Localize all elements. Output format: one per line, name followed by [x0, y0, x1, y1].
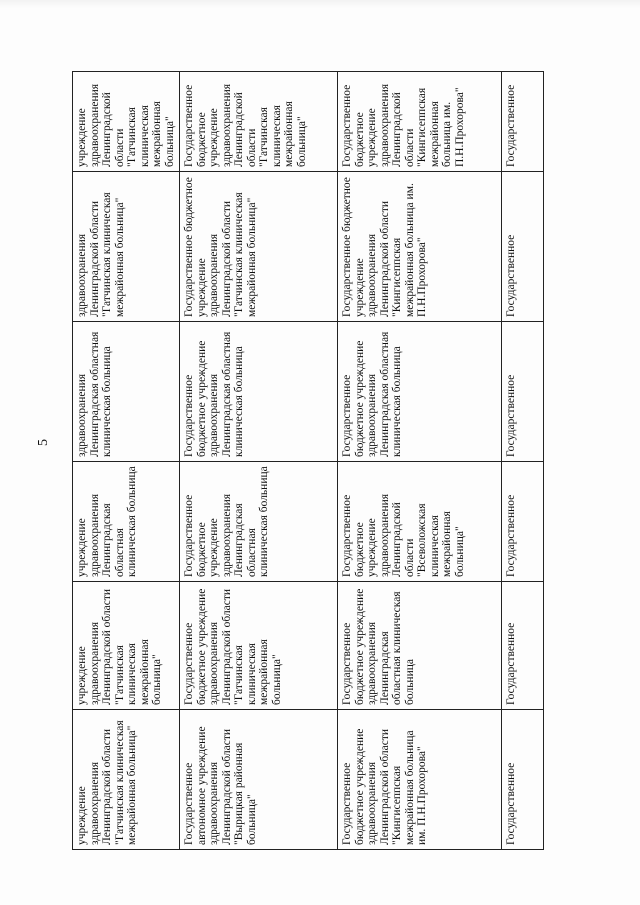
table-cell: Государственное бюджетное учреждение здравоохранения Ленинградской области "Гатчинская клиническая межрайонная больница" [180, 582, 338, 710]
table-cell: здравоохранения Ленинградской области "Гатчинская клиническая межрайонная больница" [73, 172, 180, 322]
table-cell: Государственное автономное учреждение здравоохранения Ленинградской области "Вырицкая районная больница" [180, 710, 338, 850]
table-row [73, 72, 180, 850]
table-cell: Государственное бюджетное учреждение здравоохранения Ленинградская областная клиническая больница [180, 322, 338, 462]
table-cell: Государственное бюджетное учреждение здравоохранения Ленинградской области "Кингисеппская межрайонная больница им. П.Н.Прохорова" [338, 72, 502, 172]
table-cell: Государственное бюджетное учреждение здравоохранения Ленинградской области "Кингисеппская межрайонная больница им. П.Н.Прохорова" [338, 710, 502, 850]
table-cell: Государственное бюджетное учреждение здравоохранения Ленинградской области "Кингисеппская межрайонная больница им. П.Н.Прохорова" [338, 172, 502, 322]
table-cell: учреждение здравоохранения Ленинградской области "Гатчинская клиническая межрайонная больница" [73, 710, 180, 850]
table-cell: Государственное [502, 710, 544, 850]
table-cell: Государственное бюджетное учреждение здравоохранения Ленинградская областная клиническая больница [338, 582, 502, 710]
scan-edge [0, 0, 640, 8]
table-row [338, 72, 502, 850]
document-table [72, 71, 544, 850]
table-row [180, 72, 338, 850]
table-cell: Государственное бюджетное учреждение здравоохранения Ленинградской области "Всеволожская клиническая межрайонная больница" [338, 462, 502, 582]
table-cell: Государственное бюджетное учреждение здравоохранения Ленинградская областная клиническая больница [338, 322, 502, 462]
table-row [502, 72, 544, 850]
table-cell: Государственное [502, 72, 544, 172]
rotated-table-wrapper [72, 72, 536, 850]
table-cell: Государственное [502, 462, 544, 582]
table-cell: Государственное [502, 322, 544, 462]
table-cell: учреждение здравоохранения Ленинградской области "Гатчинская клиническая межрайонная больница" [73, 582, 180, 710]
table-cell: Государственное [502, 172, 544, 322]
table-cell: Государственное [502, 582, 544, 710]
table-cell: Государственное бюджетное учреждение здравоохранения Ленинградской области "Гатчинская клиническая межрайонная больница" [180, 172, 338, 322]
table-cell: учреждение здравоохранения Ленинградской области "Гатчинская клиническая межрайонная больница" [73, 72, 180, 172]
table-cell: здравоохранения Ленинградская областная клиническая больница [73, 322, 180, 462]
table-cell: Государственное бюджетное учреждение здравоохранения Ленинградской области "Гатчинская клиническая межрайонная больница" [180, 72, 338, 172]
table-cell: Государственное бюджетное учреждение здравоохранения Ленинградская областная клиническая больница [180, 462, 338, 582]
page-number: 5 [36, 438, 51, 446]
table-cell: учреждение здравоохранения Ленинградская областная клиническая больница [73, 462, 180, 582]
